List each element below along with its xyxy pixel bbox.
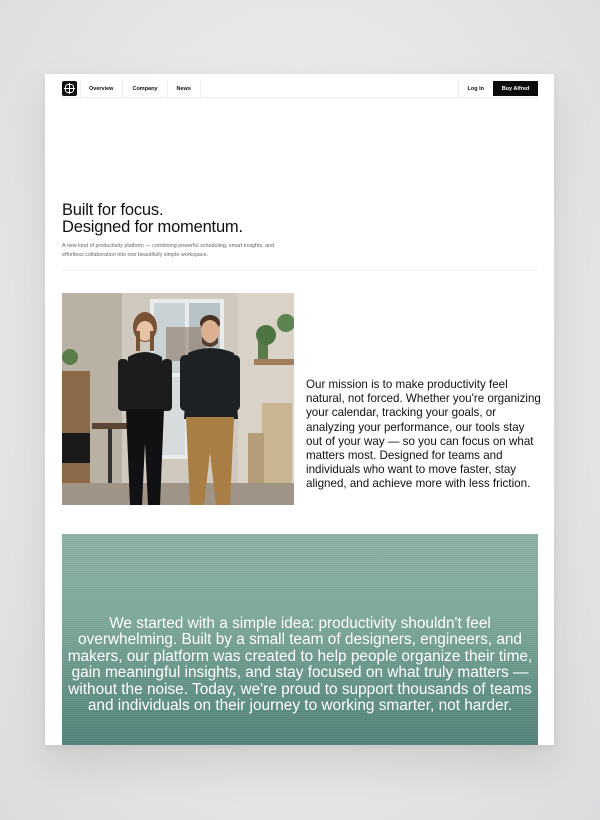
story-text: We started with a simple idea: productivity shouldn't feel overwhelming. Built by a small team of designers, engineers, and makers, our platform was created to help people organize their time, gain meaningful insights, and stay focused on what truly matters — without the noise. Today, we're proud to support thousands of teams and individuals on their journey to working smarter, not harder. — [67, 615, 533, 715]
buy-button[interactable]: Buy Alfred — [493, 81, 538, 96]
team-photo — [62, 293, 294, 505]
login-link[interactable]: Log In — [458, 80, 494, 97]
hero-title-line-1: Built for focus. — [62, 201, 164, 219]
alfred-logo-icon[interactable] — [62, 81, 77, 96]
page-card — [45, 74, 554, 745]
nav-link-overview[interactable]: Overview — [80, 80, 123, 97]
top-nav — [62, 80, 538, 98]
nav-link-company[interactable]: Company — [123, 80, 167, 97]
nav-link-news[interactable]: News — [168, 80, 201, 97]
mission-text: Our mission is to make productivity feel natural, not forced. Whether you're organizing your calendar, tracking your goals, or analyzing your performance, our tools stay out of your way — so you can focus on what matters most. Designed for teams and individuals who want to move faster, stay aligned, and achieve more with less friction. — [306, 378, 541, 491]
section-divider — [62, 270, 538, 271]
hero-subtitle: A new kind of productivity platform — combining powerful scheduling, smart insights, and effortless collaboration into one beautifully simple workspace. — [62, 243, 275, 258]
hero-title-line-2: Designed for momentum. — [62, 218, 243, 236]
story-section — [62, 534, 538, 745]
hero-title — [62, 202, 243, 236]
